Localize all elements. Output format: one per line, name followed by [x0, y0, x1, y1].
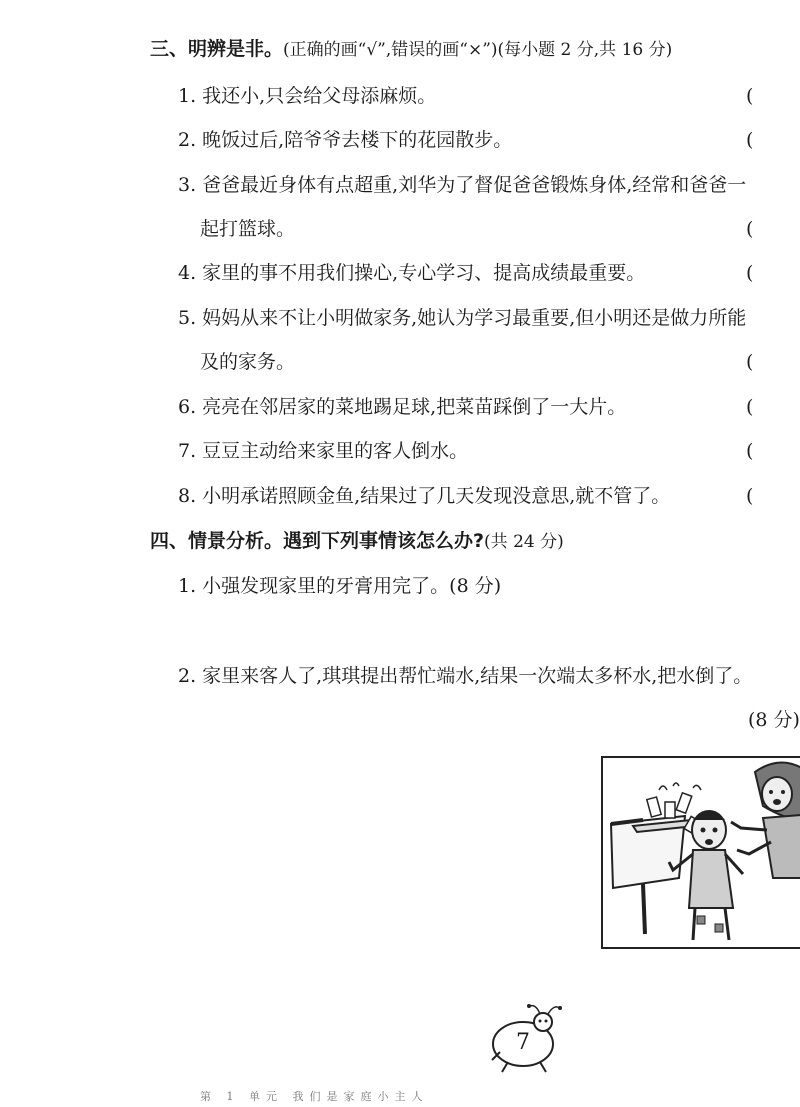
section4-question-2: 2. 家里来客人了,琪琪提出帮忙端水,结果一次端太多杯水,把水倒了。 — [178, 665, 753, 687]
section4-title: 四、情景分析。遇到下列事情该怎么办? — [150, 530, 485, 552]
item-5-text: 5. 妈妈从来不让小明做家务,她认为学习最重要,但小明还是做力所能 — [178, 307, 747, 329]
answer-paren-8[interactable]: ( — [746, 485, 754, 507]
spilled-water-illustration — [601, 756, 800, 949]
item-5-cont: 及的家务。 — [200, 351, 296, 373]
answer-paren-1[interactable]: ( — [746, 85, 754, 107]
answer-paren-3[interactable]: ( — [746, 218, 754, 240]
answer-paren-5[interactable]: ( — [746, 351, 754, 373]
item-7-text: 7. 豆豆主动给来家里的客人倒水。 — [178, 440, 469, 462]
illustration-drawing — [603, 758, 800, 949]
answer-paren-4[interactable]: ( — [746, 262, 754, 284]
page-number-badge — [470, 1000, 580, 1080]
page-footer: 第 1 单元 我们是家庭小主人 — [200, 1090, 429, 1103]
item-2-text: 2. 晚饭过后,陪爷爷去楼下的花园散步。 — [178, 129, 513, 151]
item-6-text: 6. 亮亮在邻居家的菜地踢足球,把菜苗踩倒了一大片。 — [178, 396, 627, 418]
item-3-text: 3. 爸爸最近身体有点超重,刘华为了督促爸爸锻炼身体,经常和爸爸一 — [178, 174, 747, 196]
item-1-text: 1. 我还小,只会给父母添麻烦。 — [178, 85, 437, 107]
answer-paren-6[interactable]: ( — [746, 396, 754, 418]
answer-paren-2[interactable]: ( — [746, 129, 754, 151]
section3-heading — [150, 37, 672, 62]
item-4-text: 4. 家里的事不用我们操心,专心学习、提高成绩最重要。 — [178, 262, 646, 284]
item-8-text: 8. 小明承诺照顾金鱼,结果过了几天发现没意思,就不管了。 — [178, 485, 671, 507]
section3-title: 三、明辨是非。 — [150, 38, 284, 60]
page-number: 7 — [516, 1030, 530, 1055]
section3-note: (正确的画“√”,错误的画“×”)(每小题 2 分,共 16 分) — [283, 40, 673, 60]
section4-question-1: 1. 小强发现家里的牙膏用完了。(8 分) — [178, 575, 502, 597]
answer-paren-7[interactable]: ( — [746, 440, 754, 462]
item-3-cont: 起打篮球。 — [200, 218, 296, 240]
section4-heading — [150, 529, 564, 554]
section4-note: (共 24 分) — [484, 532, 564, 552]
section4-question-2-score: (8 分) — [748, 709, 800, 731]
